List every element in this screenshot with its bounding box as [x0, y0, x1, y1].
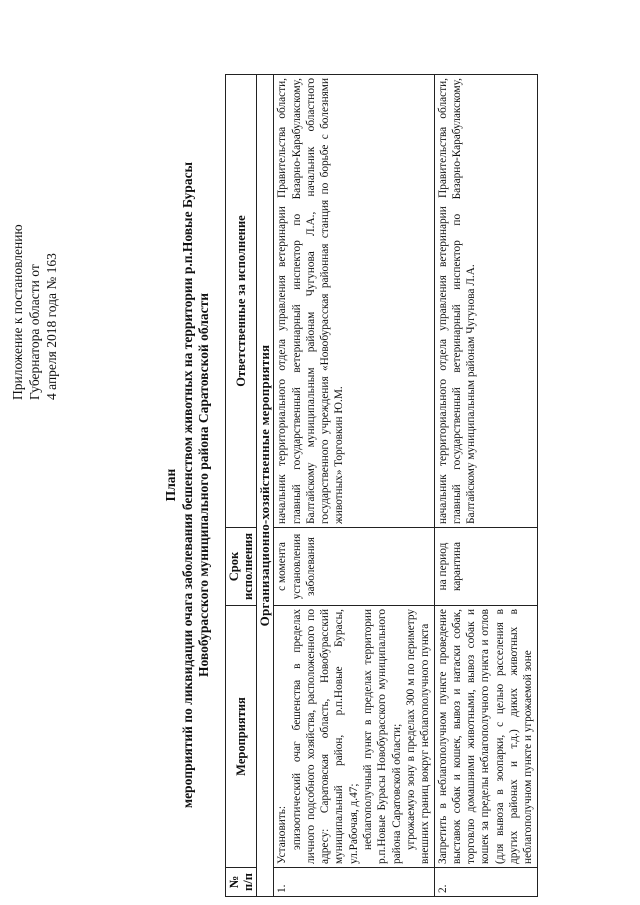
row-term: с момента установления заболевания: [274, 528, 434, 606]
appendix-line: Губернатора области от: [27, 264, 42, 400]
title-line: мероприятий по ликвидации очага заболевания бешенством животных на территории р.п.Новые Бурасы: [179, 161, 195, 809]
plan-table: [225, 74, 538, 897]
row-responsible: начальник территориального отдела управления ветеринарии Правительства области, главный государственный ветеринарный инспектор по Базарно-Карабулакскому, Балтайскому муниципальным районам Чугунова Л.А., начальник областного государственного учреждения «Новобурасская районная станция по борьбе с болезнями животных» Торговкин Ю.М.: [274, 75, 434, 528]
table-row: [274, 75, 434, 897]
title-line: Новобурасского муниципального района Саратовской области: [196, 292, 211, 678]
table-row: [434, 75, 537, 897]
section-row: [257, 75, 274, 897]
row-term: на период карантина: [434, 528, 537, 606]
row-responsible: начальник территориального отдела управления ветеринарии Правительства области, главный государственный ветеринарный инспектор по Базарно-Карабулакскому, Балтайскому муниципальным районам Чугунова Л.А.: [434, 75, 537, 528]
header-num: № п/п: [226, 868, 257, 897]
measure-paragraph: неблагополучный пункт в пределах территории р.п.Новые Бурасы Новобурасского муниципального района Саратовской области;: [362, 609, 403, 864]
appendix-header: [9, 100, 60, 400]
measure-paragraph: угрожаемую зону в пределах 300 м по периметру внешних границ вокруг неблагополучного пункта: [404, 609, 432, 864]
header-measures: Мероприятия: [226, 606, 257, 868]
measure-paragraph: эпизоотический очаг бешенства в пределах личного подсобного хозяйства, расположенного по адресу: Саратовская область, Новобурасский муниципальный район, р.п.Новые Бурасы, ул.Рабочая, д.47;: [290, 609, 360, 864]
document-title: [163, 135, 213, 835]
row-measure: [274, 606, 434, 868]
row-measure: Запретить в неблагополучном пункте проведение выставок собак и кошек, вывоз и натаски собак, торговлю домашними животными, вывоз собак и кошек за пределы неблагополучного пункта и отлов (для вывоза в зоопарки, с целью расселения в других районах и т.д.) диких животных в неблагополучном пункте и угрожаемой зоне: [434, 606, 537, 868]
table-header-row: [226, 75, 257, 897]
title-plan: План: [163, 468, 178, 502]
appendix-line: 4 апреля 2018 года № 163: [44, 253, 59, 400]
row-num: 2.: [434, 868, 537, 897]
header-responsible: Ответственные за исполнение: [226, 75, 257, 528]
section-title: Организационно-хозяйственные мероприятия: [257, 75, 274, 897]
header-term: Срок исполнения: [226, 528, 257, 606]
appendix-line: Приложение к постановлению: [10, 224, 25, 400]
measure-lead: Установить:: [276, 805, 289, 864]
row-num: 1.: [274, 868, 434, 897]
